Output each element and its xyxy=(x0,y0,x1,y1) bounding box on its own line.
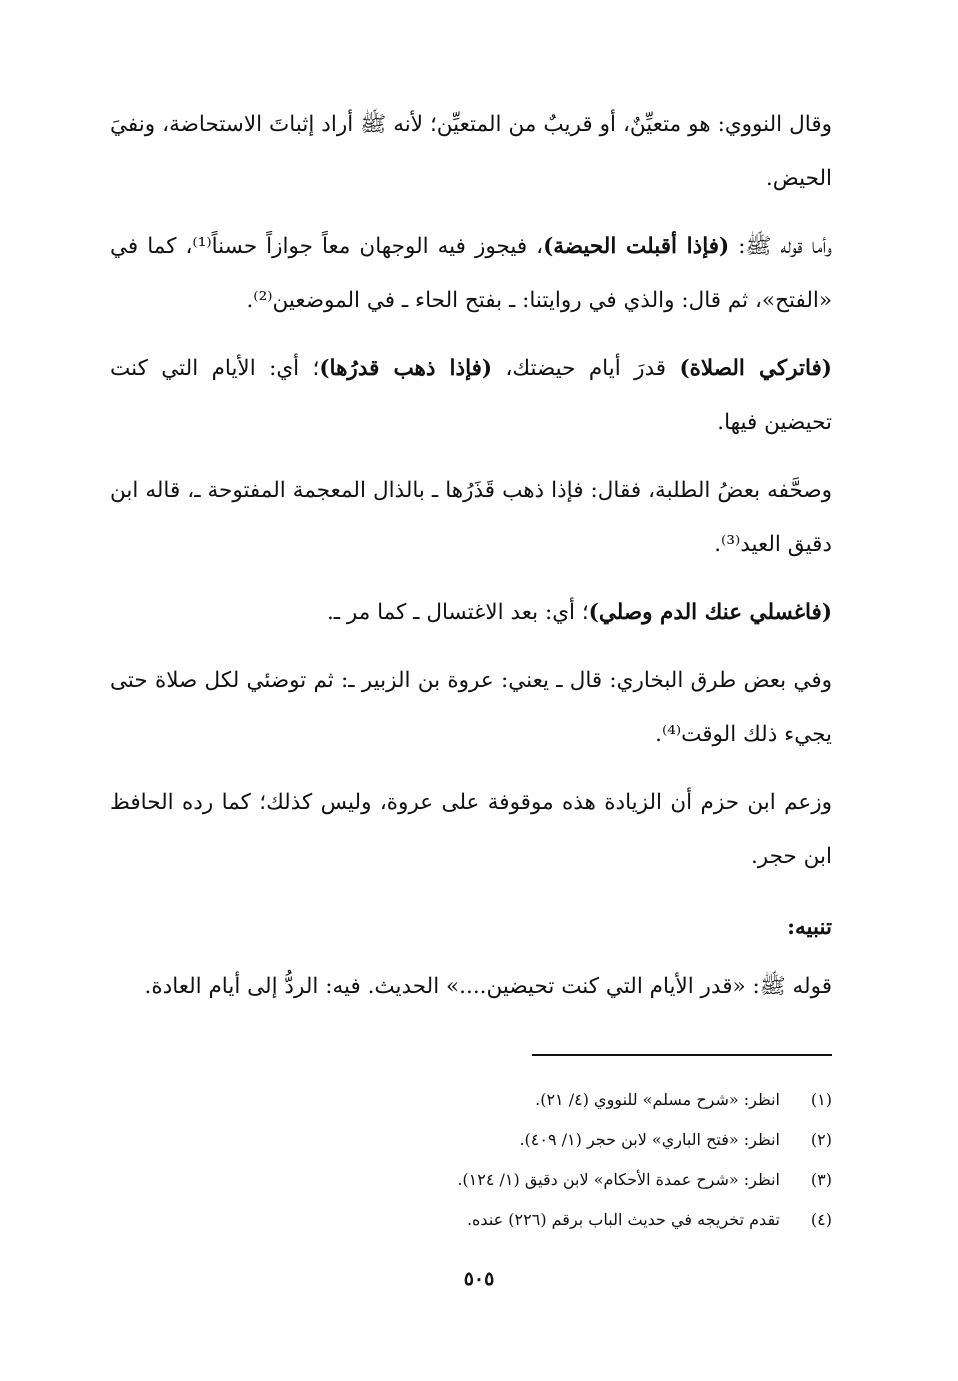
footnote-separator xyxy=(532,1054,832,1056)
footnote-number: (٤) xyxy=(810,1210,832,1229)
quoted-hadith-phrase: (فإذا ذهب قدرُها) xyxy=(319,356,493,381)
paragraph xyxy=(110,220,832,328)
footnotes xyxy=(272,1080,832,1240)
text-segment: ، فيجوز فيه الوجهان معاً جوازاً حسناً⁽¹⁾، كما في «الفتح»، ثم قال: والذي في روايتنا: ـ بفتح الحاء ـ في الموضعين⁽²⁾. xyxy=(110,234,832,313)
section-heading: تنبيه: xyxy=(787,915,832,940)
text-segment: ؛ أي: بعد الاغتسال ـ كما مر ـ. xyxy=(326,600,589,625)
paragraph xyxy=(110,464,832,572)
footnote xyxy=(272,1160,832,1200)
footnote-text: تقدم تخريجه في حديث الباب برقم (٢٢٦) عنده. xyxy=(466,1210,780,1229)
page-number: ٥٠٥ xyxy=(463,1268,495,1290)
final-paragraph xyxy=(110,960,832,1014)
text-segment: ؛ أي: الأيام التي كنت تحيضين فيها. xyxy=(110,356,832,435)
footnote xyxy=(272,1080,832,1120)
quoted-hadith-phrase: (فإذا أقبلت الحيضة) xyxy=(543,234,730,259)
paragraph xyxy=(110,654,832,762)
footnote-text: انظر: «فتح الباري» لابن حجر (١/ ٤٠٩). xyxy=(519,1130,780,1149)
paragraph xyxy=(110,342,832,450)
text-segment: وزعم ابن حزم أن الزيادة هذه موقوفة على عروة، وليس كذلك؛ كما رده الحافظ ابن حجر. xyxy=(110,790,832,869)
text-segment: وفي بعض طرق البخاري: قال ـ يعني: عروة بن الزبير ـ: ثم توضئي لكل صلاة حتى يجيء ذلك الوقت⁽⁴⁾. xyxy=(110,668,832,747)
text-segment: وأما قوله ﷺ: xyxy=(729,234,832,259)
text-segment: قدرَ أيام حيضتك، xyxy=(492,356,680,381)
footnote-number: (٢) xyxy=(810,1130,832,1149)
footnote xyxy=(272,1200,832,1240)
paragraph xyxy=(110,776,832,884)
paragraph xyxy=(110,98,832,206)
quoted-hadith-phrase: (فاتركي الصلاة) xyxy=(679,356,832,381)
footnote-text: انظر: «شرح عمدة الأحكام» لابن دقيق (١/ ١٢٤). xyxy=(457,1170,780,1189)
quoted-hadith-phrase: (فاغسلي عنك الدم وصلي) xyxy=(588,600,832,625)
footnote-number: (١) xyxy=(810,1090,832,1109)
footnote-text: انظر: «شرح مسلم» للنووي (٤/ ٢١). xyxy=(535,1090,780,1109)
paragraph xyxy=(110,586,832,640)
footnote-number: (٣) xyxy=(810,1170,832,1189)
text-segment: قوله ﷺ: «قدر الأيام التي كنت تحيضين....» الحديث. فيه: الردُّ إلى أيام العادة. xyxy=(144,974,832,999)
footnote xyxy=(272,1120,832,1160)
text-segment: وصحَّفه بعضُ الطلبة، فقال: فإذا ذهب قَذَرُها ـ بالذال المعجمة المفتوحة ـ، قاله ابن دقيق العيد⁽³⁾. xyxy=(110,478,832,557)
main-text xyxy=(110,98,832,884)
page-body xyxy=(110,98,832,1028)
text-segment: وقال النووي: هو متعيِّنٌ، أو قريبٌ من المتعيِّن؛ لأنه ﷺ أراد إثباتَ الاستحاضة، ونفيَ الحيض. xyxy=(110,112,832,191)
